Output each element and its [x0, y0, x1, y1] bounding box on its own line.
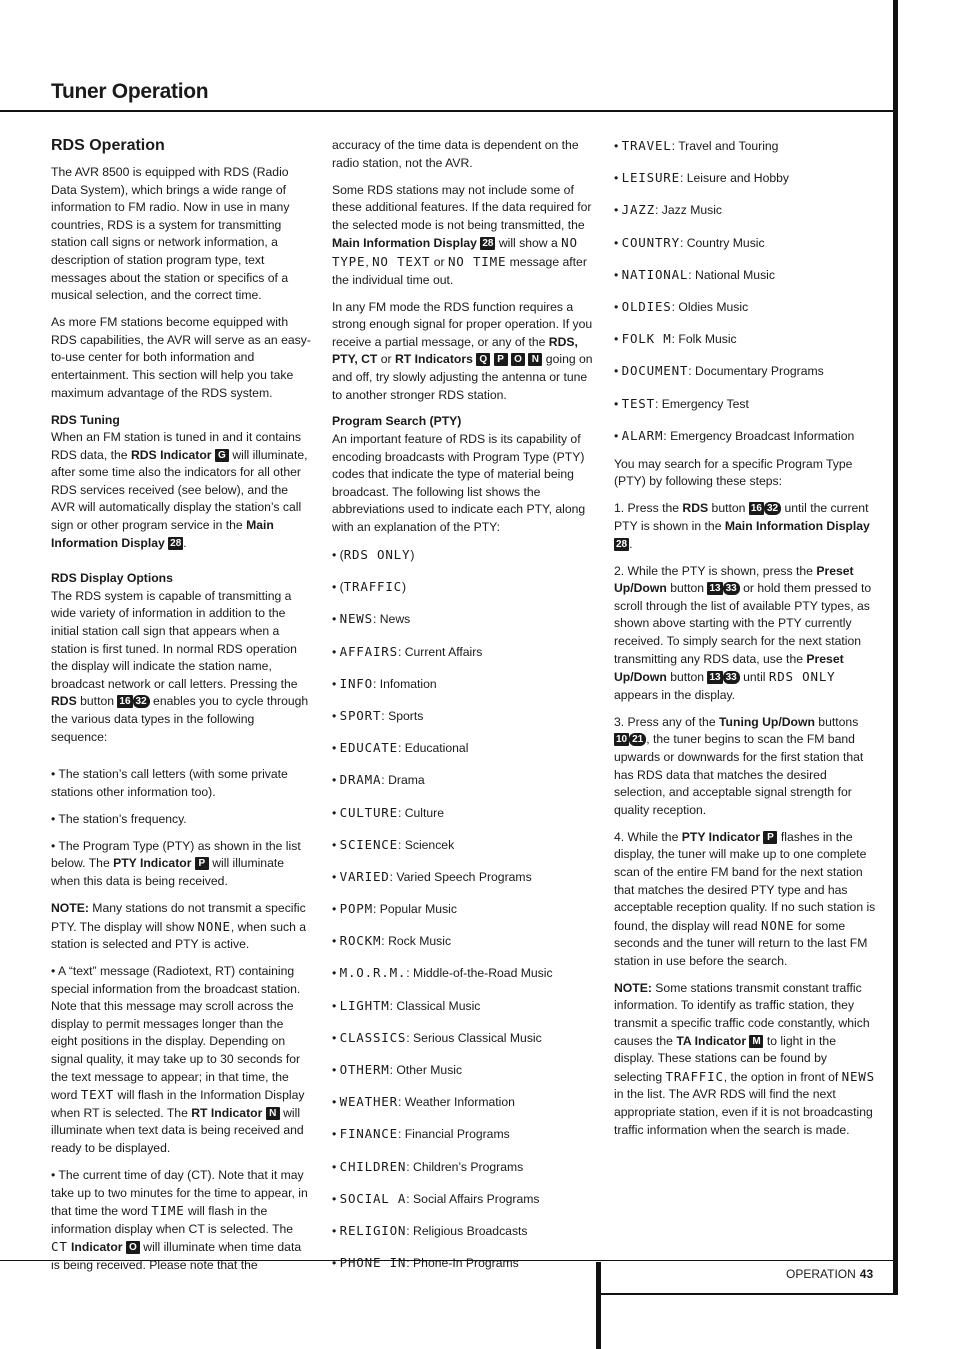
pty-item: • NEWS: News — [332, 611, 411, 627]
lcd-text: RDS ONLY — [768, 669, 836, 685]
pty-item: • (TRAFFIC) — [332, 579, 407, 595]
lcd-text: NONE — [197, 918, 231, 934]
subheading: RDS Display Options — [51, 571, 173, 586]
callout-badge: 28 — [616, 538, 628, 550]
pty-description: Sciencek — [404, 837, 455, 852]
text: will illuminate, after some time also the indicators for all other RDS services received (see below), and the AVR will automatically display the station’s call sign or other program service in the — [51, 447, 308, 533]
text: will illuminate when time data is being received. Please note that the — [51, 1240, 302, 1272]
pty-item: • SPORT: Sports — [332, 707, 424, 723]
text: or — [430, 254, 448, 269]
paragraph — [332, 182, 594, 290]
pty-description: Culture — [404, 805, 445, 820]
lcd-text: TEXT — [80, 1087, 115, 1103]
pty-code: AFFAIRS — [339, 643, 398, 659]
text: RT Indicator — [191, 1105, 263, 1120]
pty-item: • SOCIAL A: Social Affairs Programs — [332, 1190, 540, 1206]
text: • A “text” message (Radiotext, RT) containing special information from the broadcast station. Note that this message may scroll across the display to permit messages longer than the eight positions in the display. Depending on signal quality, it may take up to 30 seconds for the text message to appear; in that time, the word — [51, 964, 301, 1103]
pty-code: RDS ONLY — [343, 547, 411, 563]
text: The RDS system is capable of transmitting a wide variety of information in addition to the initial station call sign that appears when a station is first tuned. In normal RDS operation the display will indicate the station name, broadcast network or call letters. Pressing the — [51, 588, 298, 691]
bottom-divider-bar — [596, 1262, 601, 1349]
text: will illuminate when text data is being received and ready to be displayed. — [51, 1105, 304, 1156]
pty-item: • M.O.R.M.: Middle-of-the-Road Music — [332, 965, 553, 981]
text: Some RDS stations may not include some of these additional features. If the data required for the selected mode is not being transmitted, the — [332, 182, 592, 232]
pty-item: • ALARM: Emergency Broadcast Information — [614, 427, 855, 443]
text: PTY Indicator — [681, 829, 761, 844]
pty-list — [332, 546, 594, 1273]
pty-code: CLASSICS — [339, 1029, 407, 1045]
pty-code: DOCUMENT — [621, 363, 689, 379]
pty-code: CHILDREN — [339, 1158, 407, 1174]
indicator-badge: O — [126, 1241, 140, 1254]
indicator-badge: M — [749, 1035, 763, 1048]
pty-code: TEST — [621, 395, 655, 411]
lcd-text: NEWS — [841, 1068, 875, 1084]
callout-badge: 28 — [482, 238, 494, 250]
column-1 — [51, 137, 311, 1284]
pty-code: FOLK M — [621, 331, 672, 347]
indicator-badge: P — [763, 831, 777, 844]
text: 4. While the — [614, 829, 682, 844]
pty-code: M.O.R.M. — [339, 965, 407, 981]
pty-code: TRAFFIC — [343, 579, 402, 595]
pty-code: PHONE IN — [339, 1255, 407, 1271]
pty-item: • CULTURE: Culture — [332, 804, 445, 820]
pty-code: RELIGION — [339, 1222, 407, 1238]
text: Main Information Display — [51, 518, 274, 550]
text: going on and off, try slowly adjusting the antenna or tune to another stronger RDS station. — [332, 352, 593, 402]
pty-code: EDUCATE — [339, 740, 398, 756]
indicator-badge: G — [215, 449, 229, 462]
pty-description: Country Music — [686, 235, 765, 250]
callout-badge: 33 — [723, 582, 740, 595]
lcd-text: NO TYPE — [332, 235, 578, 269]
pty-code: LIGHTM — [339, 997, 390, 1013]
page-number: 43 — [859, 1267, 874, 1281]
column-2 — [332, 137, 594, 1286]
pty-description: Drama — [388, 773, 425, 788]
pty-code: NEWS — [339, 611, 373, 627]
callout-badge: 13 — [709, 672, 721, 684]
lcd-text: NONE — [761, 917, 795, 933]
text: PTY Indicator — [113, 856, 192, 871]
pty-code: SPORT — [339, 707, 382, 723]
pty-description: Educational — [404, 741, 469, 756]
bullet — [51, 963, 311, 1158]
pty-description: Oldies Music — [678, 299, 749, 314]
pty-item: • TRAVEL: Travel and Touring — [614, 138, 779, 153]
step — [614, 500, 876, 553]
pty-description: Social Affairs Programs — [413, 1191, 540, 1206]
text: RDS — [682, 501, 709, 516]
pty-code: POPM — [339, 901, 373, 917]
lcd-text: NO TEXT — [372, 253, 431, 269]
pty-item: • JAZZ: Jazz Music — [614, 202, 723, 218]
pty-item: • ROCKM: Rock Music — [332, 933, 452, 949]
indicator-badge: N — [528, 353, 542, 366]
title-rule — [0, 110, 893, 112]
pty-item: • LEISURE: Leisure and Hobby — [614, 170, 790, 186]
text: • The Program Type (PTY) as shown in the list below. The — [51, 838, 301, 871]
text: 2. While the PTY is shown, press the — [614, 563, 817, 578]
pty-description: Serious Classical Music — [413, 1030, 542, 1045]
text: . — [629, 536, 633, 551]
pty-item: • NATIONAL: National Music — [614, 266, 775, 282]
pty-item: • FINANCE: Financial Programs — [332, 1126, 510, 1142]
note — [614, 980, 876, 1139]
pty-description: Rock Music — [388, 934, 452, 949]
pty-item: • AFFAIRS: Current Affairs — [332, 643, 483, 659]
pty-item: • WEATHER: Weather Information — [332, 1094, 515, 1110]
pty-code: FINANCE — [339, 1126, 398, 1142]
page-title: Tuner Operation — [51, 80, 209, 103]
subheading: Program Search (PTY) — [332, 414, 462, 429]
text: Preset Up/Down — [614, 651, 844, 685]
pty-item: • (RDS ONLY) — [332, 547, 415, 563]
text: , the tuner begins to scan the FM band upwards or downwards for the first station that has RDS data that matches the desired selection, and acceptable signal strength for quality reception. — [614, 732, 864, 817]
text: • The current time of day (CT). Note that it may take up to two minutes for the time to appear, in that time the word — [51, 1168, 308, 1219]
pty-code: CULTURE — [339, 804, 398, 820]
text: message after the individual time out. — [332, 254, 587, 287]
pty-item: • DRAMA: Drama — [332, 772, 425, 788]
lcd-text: CT — [51, 1239, 68, 1255]
step — [614, 563, 876, 705]
text: flashes in the display, the tuner will make up to one complete scan of the entire FM band for the next station that matches the desired PTY type and has acceptable reception quality. If no such station is found, the display will read — [614, 829, 876, 933]
pty-description: Other Music — [396, 1063, 463, 1078]
pty-description: Current Affairs — [404, 644, 483, 659]
pty-description: Children’s Programs — [413, 1159, 524, 1174]
pty-code: NATIONAL — [621, 266, 689, 282]
pty-code: VARIED — [339, 868, 390, 884]
pty-description: Emergency Broadcast Information — [670, 428, 855, 443]
pty-code: LEISURE — [621, 170, 680, 186]
text: will flash in the Information Display when RT is selected. The — [51, 1088, 305, 1120]
pty-list — [614, 137, 876, 445]
pty-description: Leisure and Hobby — [686, 171, 790, 186]
pty-description: Phone-In Programs — [413, 1256, 519, 1271]
bullet: • The station’s call letters (with some private stations other information too). — [51, 767, 288, 799]
pty-description: Infomation — [379, 676, 437, 691]
text: Tuning Up/Down — [719, 714, 815, 729]
pty-item: • PHONE IN: Phone-In Programs — [332, 1255, 519, 1271]
pty-code: SOCIAL A — [339, 1190, 407, 1206]
bullet — [51, 838, 311, 891]
indicator-badge: P — [195, 857, 209, 870]
pty-description: Weather Information — [404, 1095, 515, 1110]
pty-item: • POPM: Popular Music — [332, 901, 457, 917]
pty-description: Middle-of-the-Road Music — [413, 966, 553, 981]
text: for some seconds and the tuner will return to the last FM station in use before the search. — [614, 918, 868, 968]
indicator-badge: Q — [476, 353, 490, 366]
pty-item: • DOCUMENT: Documentary Programs — [614, 363, 824, 379]
pty-code: ROCKM — [339, 933, 382, 949]
indicator-badge: P — [494, 353, 508, 366]
text: will show a — [495, 236, 562, 251]
text: button — [76, 694, 118, 709]
pty-item: • INFO: Infomation — [332, 675, 437, 691]
pty-description: Religious Broadcasts — [413, 1223, 528, 1238]
pty-code: ALARM — [621, 427, 664, 443]
callout-badge: 32 — [764, 502, 781, 515]
text: to light in the display. These stations can be found by selecting — [614, 1033, 836, 1084]
step — [614, 714, 876, 820]
pty-code: COUNTRY — [621, 234, 680, 250]
indicator-badge: O — [511, 353, 525, 366]
text: An important feature of RDS is its capability of encoding broadcasts with Program Type (PTY) codes that indicate the type of material being broadcast. The following list shows the abbreviations used to indicate each PTY, along with an explanation of the PTY: — [332, 432, 586, 535]
note-label: NOTE: — [51, 900, 89, 915]
text: Main Information Display — [724, 519, 870, 534]
pty-item: • CLASSICS: Serious Classical Music — [332, 1029, 542, 1045]
bullet: • The station’s frequency. — [51, 811, 187, 826]
text: TA Indicator — [676, 1033, 747, 1048]
page-footer — [786, 1267, 873, 1281]
lcd-text: TIME — [151, 1203, 185, 1219]
pty-description: Popular Music — [379, 902, 457, 917]
text: When an FM station is tuned in and it contains RDS data, the — [51, 430, 301, 462]
text: . — [183, 535, 187, 550]
pty-code: DRAMA — [339, 772, 382, 788]
paragraph: accuracy of the time data is dependent on the radio station, not the AVR. — [332, 138, 579, 170]
pty-description: Travel and Touring — [678, 139, 779, 153]
pty-item: • EDUCATE: Educational — [332, 740, 469, 756]
pty-description: National Music — [695, 267, 775, 282]
callout-badge: 32 — [133, 695, 150, 708]
pty-description: Sports — [388, 708, 424, 723]
callout-badge: 33 — [723, 671, 740, 684]
text: appears in the display. — [614, 687, 736, 702]
text: 3. Press any of the — [614, 714, 720, 729]
pty-description: Classical Music — [396, 998, 481, 1013]
paragraph: You may search for a specific Program Type (PTY) by following these steps: — [614, 456, 853, 489]
text: , the option in front of — [723, 1069, 842, 1084]
text: button — [666, 581, 708, 596]
footer-section: OPERATION — [786, 1267, 856, 1281]
pty-code: OTHERM — [339, 1062, 390, 1078]
footer-rule-right — [596, 1293, 898, 1295]
pty-item: • TEST: Emergency Test — [614, 395, 749, 411]
indicator-badge: N — [266, 1107, 280, 1120]
callout-badge: 16 — [119, 696, 131, 708]
rds-display-section — [51, 570, 311, 746]
text: , when such a station is selected and PTY is active. — [51, 919, 307, 952]
lcd-text: TRAFFIC — [665, 1068, 724, 1084]
callout-badge: 16 — [750, 503, 762, 515]
pty-code: JAZZ — [621, 202, 655, 218]
note-label: NOTE: — [614, 980, 652, 995]
pty-item: • FOLK M: Folk Music — [614, 331, 737, 347]
callout-badge: 21 — [629, 733, 646, 746]
text: button — [666, 670, 708, 685]
pty-description: Emergency Test — [661, 396, 749, 411]
text: button — [708, 501, 749, 516]
text: RDS — [51, 694, 77, 709]
pty-item: • LIGHTM: Classical Music — [332, 997, 481, 1013]
text: Preset Up/Down — [614, 563, 854, 596]
text: RDS Indicator — [130, 447, 212, 462]
pty-item: • VARIED: Varied Speech Programs — [332, 868, 532, 884]
text: until the current PTY is shown in the — [614, 501, 869, 534]
pty-description: Folk Music — [678, 332, 737, 347]
step — [614, 829, 876, 971]
text: or — [377, 352, 395, 367]
note — [51, 900, 311, 954]
pty-code: SCIENCE — [339, 836, 398, 852]
text: will illuminate when this data is being received. — [51, 856, 285, 888]
pty-description: Varied Speech Programs — [396, 869, 532, 884]
pty-code: INFO — [339, 675, 373, 691]
callout-badge: 10 — [616, 734, 628, 746]
pty-description: Financial Programs — [404, 1127, 510, 1142]
pty-item: • OTHERM: Other Music — [332, 1062, 463, 1078]
text: or hold them pressed to scroll through the list of available PTY types, as shown above starting with the PTY currently received. To simply search for the next station transmitting any RDS data, use the — [614, 581, 872, 666]
text: 1. Press the — [614, 501, 683, 516]
pty-item: • RELIGION: Religious Broadcasts — [332, 1222, 528, 1238]
text: enables you to cycle through the various data types in the following sequence: — [51, 694, 309, 744]
section-heading: RDS Operation — [51, 137, 165, 154]
rds-tuning-section — [51, 412, 311, 553]
pty-description: Jazz Music — [661, 203, 723, 218]
pty-code: WEATHER — [339, 1094, 398, 1110]
right-margin-bar — [893, 0, 898, 1295]
text: buttons — [814, 714, 859, 729]
paragraph — [332, 299, 594, 405]
text: Main Information Display — [332, 236, 477, 251]
pty-item: • CHILDREN: Children’s Programs — [332, 1158, 524, 1174]
lcd-text: NO TIME — [447, 253, 507, 269]
callout-badge: 28 — [170, 537, 182, 549]
text: RDS, PTY, CT — [332, 334, 578, 367]
text: Some stations transmit constant traffic information. To identify as traffic station, they transmit a specific traffic code constantly, which causes the — [614, 980, 870, 1048]
pty-code: TRAVEL — [621, 138, 672, 153]
text: , — [365, 254, 373, 269]
pty-description: News — [379, 612, 411, 627]
text: will flash in the information display when CT is selected. The — [51, 1204, 294, 1236]
text: Many stations do not transmit a specific PTY. The display will show — [51, 900, 306, 934]
pty-item: • COUNTRY: Country Music — [614, 234, 765, 250]
text: until — [739, 670, 769, 685]
pty-item: • OLDIES: Oldies Music — [614, 298, 749, 314]
paragraph-intro: The AVR 8500 is equipped with RDS (Radio Data System), which brings a wide range of information to FM radio. Now in use in many countries, RDS is a system for transmitting station call signs or network information, a description of station program type, text messages about the station or specifics of a musical selection, and the correct time. — [51, 165, 290, 303]
column-3 — [614, 137, 876, 1149]
subheading: RDS Tuning — [51, 412, 120, 427]
pty-code: OLDIES — [621, 298, 672, 314]
pty-item: • SCIENCE: Sciencek — [332, 836, 455, 852]
callout-badge: 13 — [709, 583, 721, 595]
pty-description: Documentary Programs — [695, 364, 824, 379]
paragraph-intro-2: As more FM stations become equipped with RDS capabilities, the AVR will serve as an easy-to-use center for both information and entertainment. This section will help you take maximum advantage of the RDS system. — [51, 315, 311, 400]
text: In any FM mode the RDS function requires a strong enough signal for proper operation. If you receive a partial message, or any of the — [332, 299, 593, 349]
pty-section — [332, 413, 594, 536]
text: in the list. The AVR RDS will find the next appropriate station, even if it is not broadcasting traffic information when the search is made. — [614, 1087, 873, 1137]
bullet — [51, 1167, 311, 1275]
text: Indicator — [67, 1240, 123, 1255]
text: RT Indicators — [394, 352, 473, 367]
